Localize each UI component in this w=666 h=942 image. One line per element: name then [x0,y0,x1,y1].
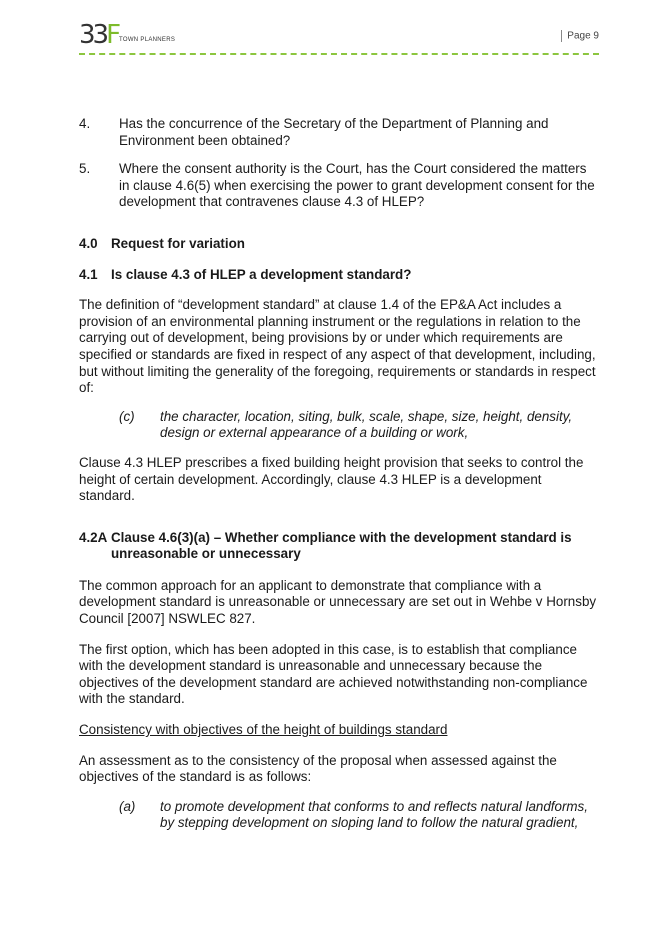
paragraph-assessment: An assessment as to the consistency of the proposal when assessed against the objectives of the standard is as follows: [79,752,557,785]
logo-text: TOWN PLANNERS [119,37,176,43]
list-item [79,116,599,149]
item-number: 4. [79,116,91,131]
page-label: Page 9 [567,30,599,42]
underlined-heading: Consistency with objectives of the height of buildings standard [79,722,448,738]
sub-item-c: (c) the character, location, siting, bulk, scale, shape, size, height, density, design or external appearance of a building or work, [119,408,573,441]
item-text: Has the concurrence of the Secretary of the Department of Planning and Environment been obtained? [119,116,549,148]
item-text: Where the consent authority is the Court, has the Court considered the matters in clause 4.6(5) when exercising the power to grant development consent for the development that contravenes clause 4.3 of HLEP? [119,161,595,210]
page-number [561,30,599,42]
section-heading-4-0: 4.0 Request for variation [79,235,245,251]
paragraph-definition: The definition of “development standard” at clause 1.4 of the EP&A Act includes a provision of an environmental planning instrument or the regulations in relation to the carrying out of development, being provisions by or under which requirements are specified or standards are fixed in respect of any aspect of that development, including, but without limiting the generality of the foregoing, requirements or standards in respect of: [79,297,596,396]
paragraph-common-approach: The common approach for an applicant to demonstrate that compliance with a development standard is unreasonable or unnecessary are set out in Wehbe v Hornsby Council [2007] NSWLEC 827. [79,577,597,627]
section-heading-4-2a: 4.2A Clause 4.6(3)(a) – Whether compliance with the development standard is unreasonable or unnecessary [79,529,572,562]
header-divider [79,53,599,55]
list-item [79,161,599,211]
paragraph-clause: Clause 4.3 HLEP prescribes a fixed building height provision that seeks to control the height of certain development. Accordingly, clause 4.3 HLEP is a development standard. [79,454,584,504]
document-body [79,116,599,832]
sub-item-a: (a) to promote development that conforms to and reflects natural landforms, by stepping development on sloping land to follow the natural gradient, [119,798,588,831]
item-number: 5. [79,161,91,177]
paragraph-first-option: The first option, which has been adopted in this case, is to establish that compliance with the development standard is unreasonable and unnecessary because the objectives of the development standard are achieved notwithstanding non-compliance with the standard. [79,641,588,707]
logo-mark: 33F [79,20,119,50]
page-header [79,22,599,62]
section-heading-4-1: 4.1 Is clause 4.3 of HLEP a development standard? [79,266,412,282]
